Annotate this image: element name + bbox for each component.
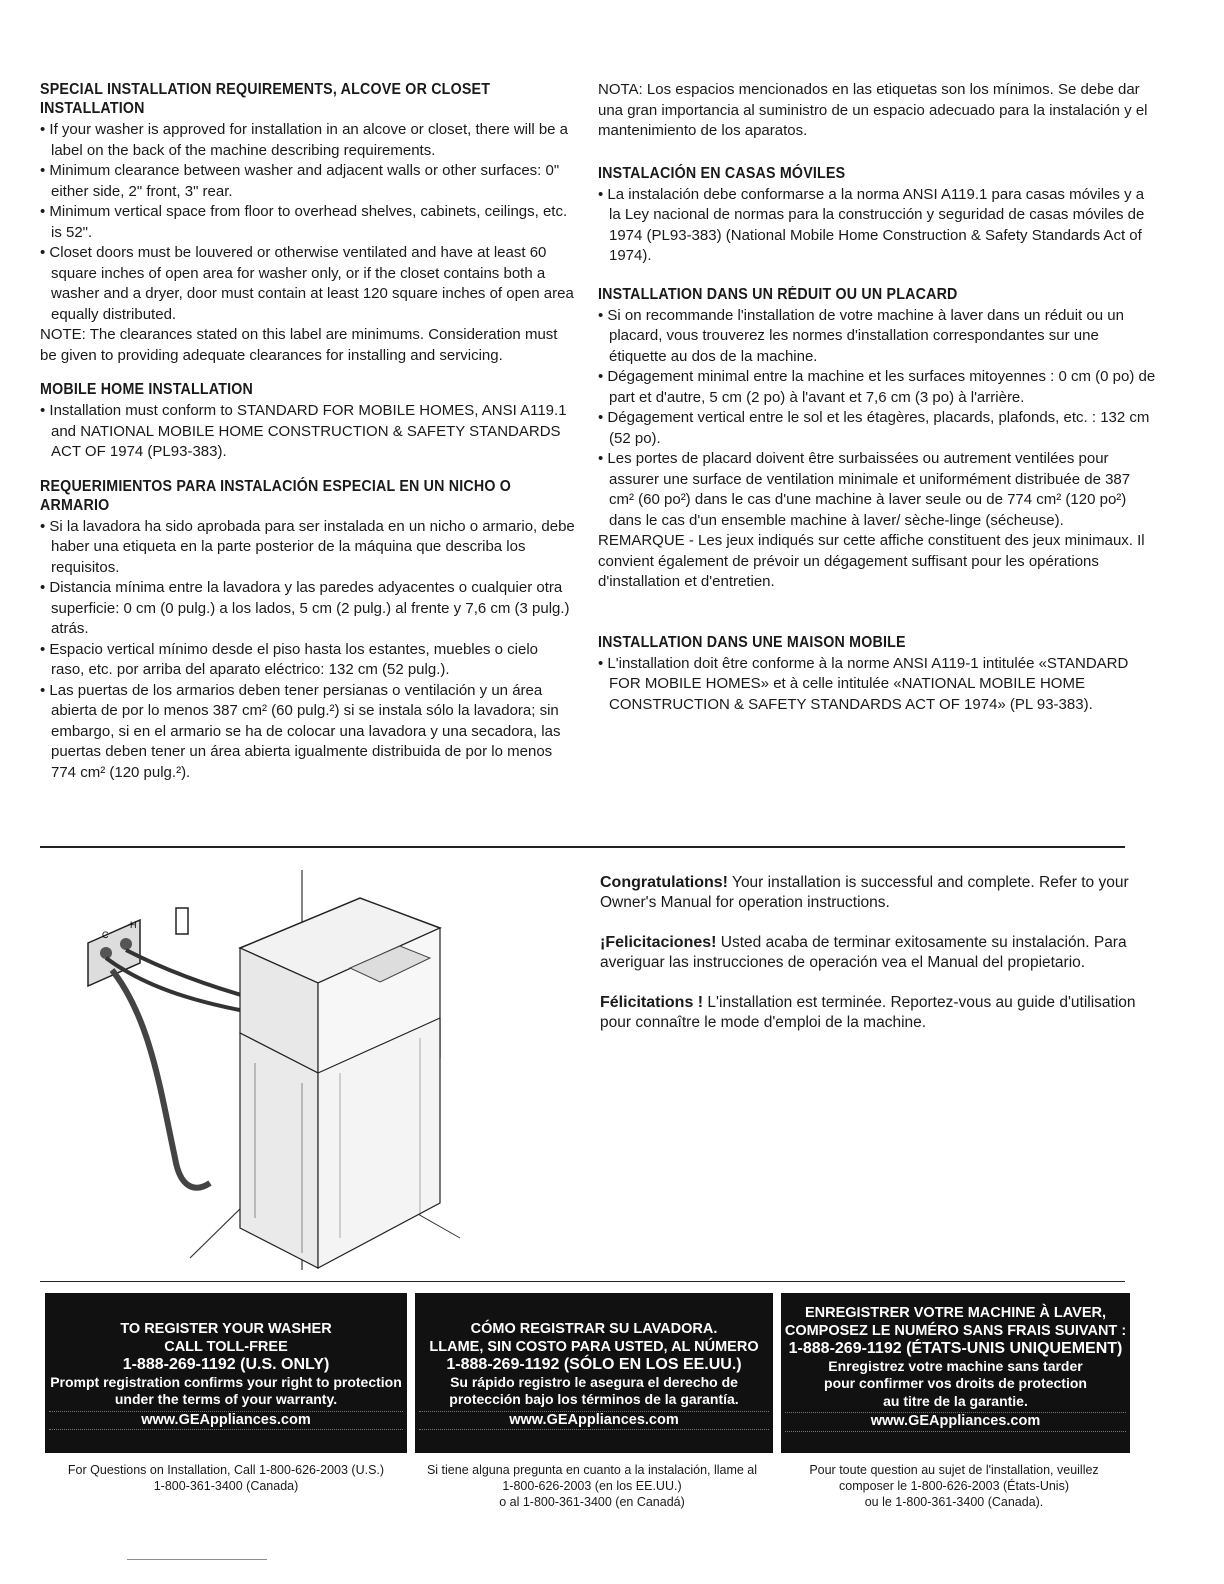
register-line: protección bajo los términos de la garantía. <box>449 1391 739 1407</box>
register-line: CALL TOLL-FREE <box>164 1338 288 1355</box>
footer-line: o al 1-800-361-3400 (en Canadá) <box>499 1495 685 1509</box>
list-item: • Distancia mínima entre la lavadora y las paredes adyacentes o cualquier otra superficie: 0 cm (0 pulg.) a los lados, 5 cm (2 pulg.) al frente y 7,6 cm (3 pulg.) atrás. <box>40 578 575 640</box>
list-item: • Minimum vertical space from floor to overhead shelves, cabinets, ceilings, etc. is 52". <box>40 202 575 243</box>
requerimientos-section <box>40 477 575 784</box>
section-divider <box>40 846 1125 848</box>
list-item: • If your washer is approved for installation in an alcove or closet, there will be a label on the back of the machine describing requirements. <box>40 120 575 161</box>
reduit-section <box>598 285 1158 593</box>
section-title: INSTALACIÓN EN CASAS MÓVILES <box>598 164 846 182</box>
special-installation-section <box>40 80 575 366</box>
section-title: INSTALLATION DANS UNE MAISON MOBILE <box>598 633 906 651</box>
requirements-list <box>40 120 575 325</box>
footer-fr <box>778 1462 1130 1510</box>
footer-line: 1-800-626-2003 (en los EE.UU.) <box>502 1479 682 1493</box>
mobile-home-section <box>40 380 575 463</box>
website-link[interactable]: www.GEAppliances.com <box>419 1411 769 1431</box>
footer-es <box>412 1462 772 1510</box>
washer-installation-illustration <box>40 858 580 1278</box>
register-phone: 1-888-269-1192 (U.S. ONLY) <box>122 1356 330 1373</box>
requirements-list <box>598 185 1158 267</box>
list-item: • La instalación debe conformarse a la norma ANSI A119.1 para casas móviles y a la Ley nacional de normas para la construcción y seguridad de casas móviles de 1974 (PL93-383) (National Mobile Home Construction & Safety Standards Act of 1974). <box>598 185 1158 267</box>
congrats-en <box>600 873 1140 913</box>
section-title: INSTALLATION DANS UN RÉDUIT OU UN PLACARD <box>598 285 958 303</box>
list-item: • Si la lavadora ha sido aprobada para ser instalada en un nicho o armario, debe haber una etiqueta en la parte posterior de la máquina que describa los requisitos. <box>40 517 575 579</box>
register-box-en <box>45 1293 407 1453</box>
register-box-es <box>415 1293 773 1453</box>
list-item: • Dégagement vertical entre le sol et les étagères, placards, plafonds, etc. : 132 cm (52 po). <box>598 408 1158 449</box>
list-item: • Si on recommande l'installation de votre machine à laver dans un réduit ou un placard, vous trouverez les normes d'installation correspondantes sur une étiquette au dos de la machine. <box>598 306 1158 368</box>
congrats-en-text: Your installation is successful and complete. Refer to your Owner's Manual for operation instructions. <box>600 874 1129 911</box>
section-title: REQUERIMIENTOS PARA INSTALACIÓN ESPECIAL EN UN NICHO O ARMARIO <box>40 477 512 514</box>
footer-line: ou le 1-800-361-3400 (Canada). <box>864 1495 1044 1509</box>
note-text: NOTE: The clearances stated on this label are minimums. Consideration must be given to providing adequate clearances for installing and servicing. <box>40 326 558 364</box>
register-line: LLAME, SIN COSTO PARA USTED, AL NÚMERO <box>429 1338 759 1355</box>
footer-line: composer le 1-800-626-2003 (États-Unis) <box>839 1479 1069 1493</box>
congrats-fr <box>600 993 1140 1033</box>
valve-label: H <box>130 920 137 930</box>
footer-line: For Questions on Installation, Call 1-800-626-2003 (U.S.) <box>67 1463 385 1477</box>
cold-valve-icon <box>100 947 112 959</box>
register-line: Prompt registration confirms your right to protection <box>50 1373 402 1390</box>
left-column <box>40 80 575 797</box>
congratulations-block <box>600 873 1140 1053</box>
registration-boxes <box>45 1293 1130 1453</box>
requirements-list <box>598 654 1158 716</box>
section-title: MOBILE HOME INSTALLATION <box>40 381 254 398</box>
requirements-list <box>40 401 575 463</box>
hot-valve-icon <box>120 938 132 950</box>
section-title: SPECIAL INSTALLATION REQUIREMENTS, ALCOVE OR CLOSET INSTALLATION <box>40 81 491 117</box>
register-line: Su rápido registro le asegura el derecho de <box>450 1373 738 1390</box>
register-line: au titre de la garantie. <box>883 1392 1028 1409</box>
right-column <box>598 80 1158 729</box>
congrats-es <box>600 933 1140 973</box>
drain-hose <box>112 970 210 1188</box>
congrats-en-lead: Congratulations! <box>600 874 728 891</box>
scan-artifact-line <box>127 1559 267 1560</box>
register-line: under the terms of your warranty. <box>114 1391 338 1407</box>
congrats-fr-text: L'installation est terminée. Reportez-vous au guide d'utilisation pour connaître le mode d'emploi de la machine. <box>600 994 1136 1031</box>
list-item: • Les portes de placard doivent être surbaissées ou autrement ventilées pour assurer une surface de ventilation minimale et uniformément distribuée de 387 cm² (60 po²) dans le cas d'une machine à laver seule ou de 774 cm² (120 po²) dans le cas d'un ensemble machine à laver/ sèche-linge (sécheuse). <box>598 449 1158 531</box>
valve-label: C <box>102 930 109 940</box>
list-item: • Espacio vertical mínimo desde el piso hasta los estantes, muebles o cielo raso, etc. por arriba del aparato eléctrico: 132 cm (52 pulg.). <box>40 640 575 681</box>
congrats-es-lead: ¡Felicitaciones! <box>600 934 717 951</box>
footer-line: Pour toute question au sujet de l'installation, veuillez <box>809 1463 1099 1477</box>
list-item: • Dégagement minimal entre la machine et les surfaces mitoyennes : 0 cm (0 po) de part et d'autre, 5 cm (2 po) à l'avant et 7,6 cm (3 po) à l'arrière. <box>598 367 1158 408</box>
remarque-text: REMARQUE - Les jeux indiqués sur cette affiche constituent des jeux minimaux. Il convient également de prévoir un dégagement suffisant pour les opérations d'installation et d'entretien. <box>598 532 1145 590</box>
congrats-es-text: Usted acaba de terminar exitosamente su instalación. Para averiguar las instrucciones de operación vea el Manual del propietario. <box>600 934 1127 971</box>
list-item: • Installation must conform to STANDARD FOR MOBILE HOMES, ANSI A119.1 and NATIONAL MOBILE HOME CONSTRUCTION & SAFETY STANDARDS ACT OF 1974 (PL93-383). <box>40 401 575 463</box>
register-box-fr <box>781 1293 1130 1453</box>
requirements-list <box>598 306 1158 532</box>
register-line: TO REGISTER YOUR WASHER <box>120 1321 332 1337</box>
casas-moviles-section <box>598 164 1158 267</box>
outlet-icon <box>176 908 188 934</box>
register-phone: 1-888-269-1192 (ÉTATS-UNIS UNIQUEMENT) <box>788 1340 1123 1357</box>
congrats-fr-lead: Félicitations ! <box>600 994 704 1011</box>
website-link[interactable]: www.GEAppliances.com <box>49 1411 403 1431</box>
register-phone: 1-888-269-1192 (SÓLO EN LOS EE.UU.) <box>446 1356 742 1373</box>
register-line: Enregistrez votre machine sans tarder <box>828 1357 1083 1374</box>
nota-section <box>598 80 1158 142</box>
list-item: • L'installation doit être conforme à la norme ANSI A119-1 intitulée «STANDARD FOR MOBILE HOMES» et à celle intitulée «NATIONAL MOBILE HOME CONSTRUCTION & SAFETY STANDARDS ACT OF 1974» (PL 93-383). <box>598 654 1158 716</box>
footer-line: 1-800-361-3400 (Canada) <box>153 1479 299 1493</box>
footer-line: Si tiene alguna pregunta en cuanto a la instalación, llame al <box>426 1463 758 1477</box>
maison-mobile-section <box>598 633 1158 716</box>
register-line: CÓMO REGISTRAR SU LAVADORA. <box>470 1321 718 1337</box>
register-line: ENREGISTRER VOTRE MACHINE À LAVER, <box>804 1305 1107 1321</box>
register-line: pour confirmer vos droits de protection <box>824 1375 1087 1391</box>
footer-en <box>45 1462 407 1494</box>
section-divider <box>40 1281 1125 1282</box>
list-item: • Minimum clearance between washer and adjacent walls or other surfaces: 0" either side, 2" front, 3" rear. <box>40 161 575 202</box>
nota-text: NOTA: Los espacios mencionados en las etiquetas son los mínimos. Se debe dar una gran importancia al suministro de un espacio adecuado para la instalación y el mantenimiento de los aparatos. <box>598 81 1148 139</box>
list-item: • Las puertas de los armarios deben tener persianas o ventilación y un área abierta de por lo menos 387 cm² (60 pulg.²) si se instala sólo la lavadora; sin embargo, si en el armario se ha de colocar una lavadora y una secadora, las puertas deben tener un área abierta igualmente distribuida de por lo menos 774 cm² (120 pulg.²). <box>40 681 575 784</box>
website-link[interactable]: www.GEAppliances.com <box>785 1412 1126 1432</box>
list-item: • Closet doors must be louvered or otherwise ventilated and have at least 60 square inches of open area for washer only, or if the closet contains both a washer and a dryer, door must contain at least 120 square inches of open area equally distributed. <box>40 243 575 325</box>
washer-front <box>240 1033 318 1268</box>
register-line: COMPOSEZ LE NUMÉRO SANS FRAIS SUIVANT : <box>784 1322 1127 1339</box>
requirements-list <box>40 517 575 784</box>
